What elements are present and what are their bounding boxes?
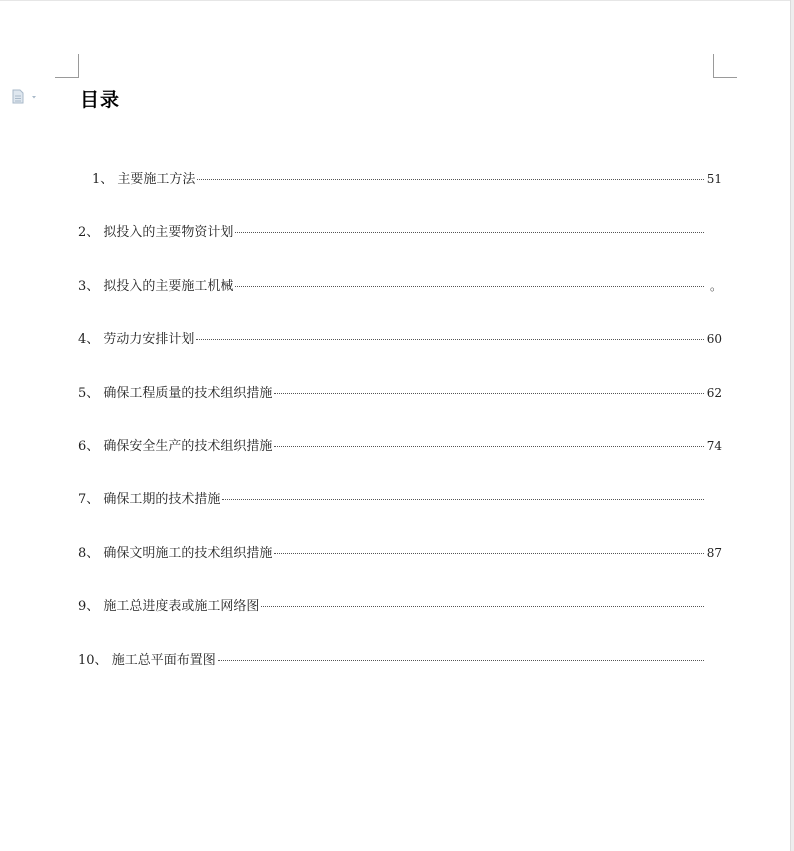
toc-dot-leader <box>274 393 704 394</box>
toc-entry-title: 劳动力安排计划 <box>103 332 195 347</box>
toc-entry-page-number: 74 <box>706 439 722 453</box>
toc-dot-leader <box>261 606 704 607</box>
toc-entry-page-number: 62 <box>706 386 722 400</box>
toc-entry-title: 确保文明施工的技术组织措施 <box>103 546 273 561</box>
toc-entry-number: 8、 <box>78 546 104 561</box>
toc-entry-number: 10、 <box>78 653 112 668</box>
toc-entry[interactable] <box>78 542 722 562</box>
toc-entry-number: 4、 <box>78 332 104 347</box>
toc-entry[interactable] <box>78 275 722 295</box>
document-dropdown-icon <box>12 89 40 105</box>
toc-entry[interactable] <box>78 328 722 348</box>
toc-entry-number: 5、 <box>78 386 104 401</box>
toc-entry-title: 施工总进度表或施工网络图 <box>103 599 260 614</box>
toc-dot-leader <box>222 499 704 500</box>
toc-entry-title: 拟投入的主要物资计划 <box>103 225 234 240</box>
toc-entry-page-number: 60 <box>706 332 722 346</box>
toc-entry-title: 确保工程质量的技术组织措施 <box>103 386 273 401</box>
toc-entry-title: 确保工期的技术措施 <box>103 492 221 507</box>
toc-entry-title: 施工总平面布置图 <box>111 653 216 668</box>
toc-entry-page-number: 。 <box>709 279 722 293</box>
toc-entry[interactable] <box>78 221 722 241</box>
toc-dot-leader <box>197 179 704 180</box>
toc-entry-title: 确保安全生产的技术组织措施 <box>103 439 273 454</box>
toc-entry-number: 2、 <box>78 225 104 240</box>
toc-entry-number: 9、 <box>78 599 104 614</box>
toc-dot-leader <box>235 286 704 287</box>
toc-entry-number: 1、 <box>92 172 118 187</box>
toc-entry[interactable] <box>78 435 722 455</box>
toc-entry[interactable] <box>78 595 722 615</box>
toc-entry-title: 拟投入的主要施工机械 <box>103 279 234 294</box>
toc-entry-title: 主要施工方法 <box>117 172 196 187</box>
document-icon[interactable] <box>12 89 40 105</box>
toc-dot-leader <box>218 660 704 661</box>
toc-entry[interactable] <box>78 488 722 508</box>
page-gutter <box>790 0 794 851</box>
toc-dot-leader <box>235 232 704 233</box>
crop-mark-top-right <box>713 54 737 78</box>
toc-entry-number: 6、 <box>78 439 104 454</box>
toc-title: 目录 <box>80 89 121 111</box>
toc-entry-number: 3、 <box>78 279 104 294</box>
toc-entry[interactable] <box>78 382 722 402</box>
toc-entry-page-number: 51 <box>706 172 722 186</box>
toc-entry-page-number: 87 <box>706 546 722 560</box>
toc-entry[interactable] <box>78 649 722 669</box>
toc-entry[interactable] <box>92 168 722 188</box>
toc-dot-leader <box>274 553 704 554</box>
toc-dot-leader <box>196 339 704 340</box>
crop-mark-top-left <box>55 54 79 78</box>
toc-entry-number: 7、 <box>78 492 104 507</box>
toc-dot-leader <box>274 446 704 447</box>
